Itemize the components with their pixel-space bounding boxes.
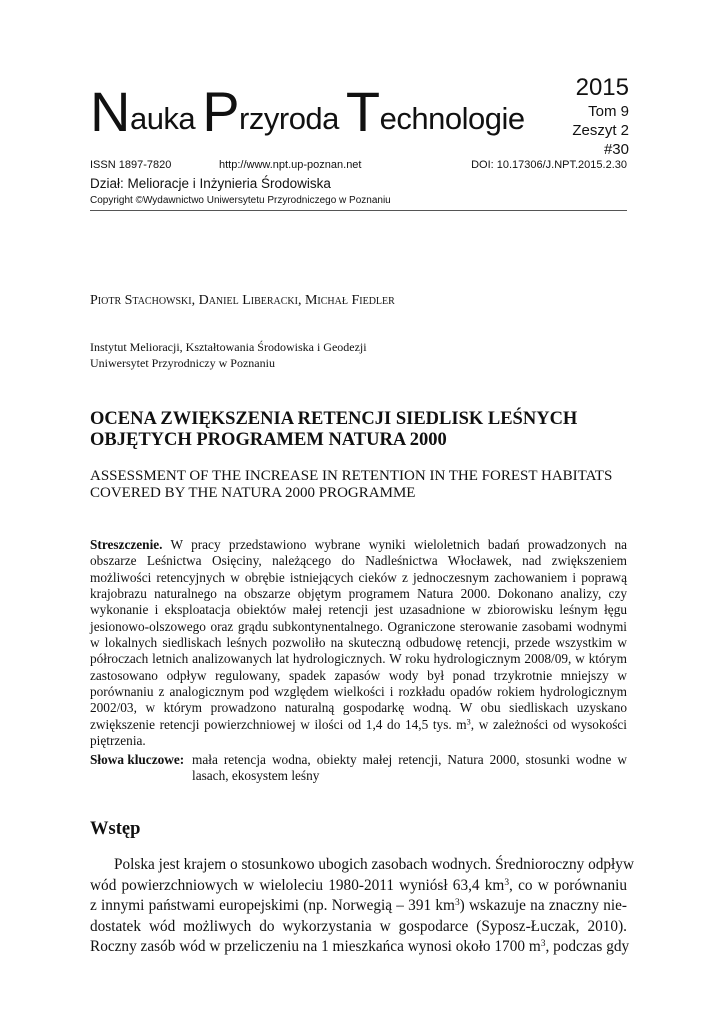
keywords-text: mała retencja wodna, obiekty małej retencji, Natura 2000, stosunki wodne w lasach, ekosystem leśny: [192, 752, 627, 784]
copyright: Copyright ©Wydawnictwo Uniwersytetu Przyrodniczego w Poznaniu: [90, 195, 391, 206]
abstract-label: Streszczenie.: [90, 537, 163, 552]
journal-url[interactable]: http://www.npt.up-poznan.net: [219, 159, 362, 171]
issue-info: [572, 76, 629, 157]
keywords: [90, 752, 627, 785]
authors: Piotr Stachowski, Daniel Liberacki, Michał Fiedler: [90, 293, 395, 308]
journal-title: [90, 80, 532, 143]
intro-line: Polska jest krajem o stosunkowo ubogich zasobach wodnych. Średnioroczny odpływ: [114, 856, 635, 873]
article-title-en: [90, 468, 630, 502]
superscript: 3: [504, 877, 510, 888]
affiliation-line: Uniwersytet Przyrodniczy w Poznaniu: [90, 356, 275, 370]
journal-title-word: Nauka: [90, 80, 196, 143]
title-pl-line: OBJĘTYCH PROGRAMEM NATURA 2000: [90, 430, 447, 450]
intro-heading: Wstęp: [90, 819, 141, 839]
article-title-pl: [90, 409, 630, 451]
intro-text: [90, 855, 635, 958]
doi[interactable]: DOI: 10.17306/J.NPT.2015.2.30: [471, 159, 627, 171]
superscript: 3: [454, 897, 460, 908]
issue-volume: Tom 9: [588, 103, 629, 120]
title-pl-line: OCENA ZWIĘKSZENIA RETENCJI SIEDLISK LEŚNYCH: [90, 409, 578, 429]
abstract: [90, 537, 627, 749]
affiliation: [90, 339, 367, 371]
issn: ISSN 1897-7820: [90, 159, 172, 171]
keywords-label: Słowa kluczowe:: [90, 752, 185, 767]
journal-section: Dział: Melioracje i Inżynieria Środowiska: [90, 176, 331, 191]
intro-line: wód powierzchniowych w wieloleciu 1980-2011 wyniósł 63,4 $km^3$, co w porównaniu: [90, 876, 628, 894]
header-divider: [90, 210, 627, 211]
issue-number: Zeszyt 2: [572, 122, 629, 139]
article-number: #30: [603, 141, 629, 158]
intro-line: Roczny zasób wód w przeliczeniu na 1 mieszkańca wynosi około 1700 $m^3$, podczas gdy: [90, 938, 630, 956]
superscript: 3: [540, 939, 546, 950]
intro-line: dostatek wód możliwych do wykorzystania w gospodarce (Syposz-Łuczak, 2010).: [90, 917, 627, 935]
journal-title-word: Przyroda: [202, 80, 339, 143]
abstract-text-end: , w zależności od wysokości piętrzenia.: [90, 716, 627, 749]
title-en-line: ASSESSMENT OF THE INCREASE IN RETENTION IN THE FOREST HABITATS: [90, 468, 613, 484]
abstract-superscript: 3: [466, 717, 471, 727]
journal-title-word: Technologie: [345, 80, 525, 143]
abstract-text: W pracy przedstawiono wybrane wyniki wieloletnich badań prowadzonych na obszarze Leśnictwa Osięciny, należącego do Nadleśnictwa Włocławek, nad zwiększeniem możliwości retencyjnych w obrębie istniejących cieków z jednoczesnym zachowaniem i poprawą krajobrazu naturalnego na obszarze objętym programem Natura 2000. Dokonano analizy, czy wykonanie i eksploatacja obiektów małej retencji jest uzasadnione w zbiorowisku leśnym łęgu jesionowo-olszowego oraz grądu subkontynentalnego. Ograniczone sterowanie zasobami wodnymi w lokalnych siedliskach leśnych pozwoliło na skuteczną odbudowę retencji, przede wszystkim w półroczach letnich analizowanych lat hydrologicznych. W roku hydrologicznym 2008/09, w którym zastosowano odpływ regulowany, spadek zapasów wody był ponad trzykrotnie mniejszy w porównaniu z analogicznym pod względem wielkości i rozkładu opadów rokiem hydrologicznym 2002/03, w którym prowadzono naturalną gospodarkę wodną. W obu siedliskach uzyskano zwiększenie retencji powierzchniowej w ilości od 1,4 do 14,5 tys. m: [90, 537, 627, 732]
intro-line: z innymi państwami europejskimi (np. Norwegią – 391 $km^3$) wskazuje na znaczny nie-: [90, 897, 627, 915]
title-en-line: COVERED BY THE NATURA 2000 PROGRAMME: [90, 485, 416, 501]
affiliation-line: Instytut Melioracji, Kształtowania Środowiska i Geodezji: [90, 340, 367, 354]
issue-year: 2015: [575, 74, 629, 101]
